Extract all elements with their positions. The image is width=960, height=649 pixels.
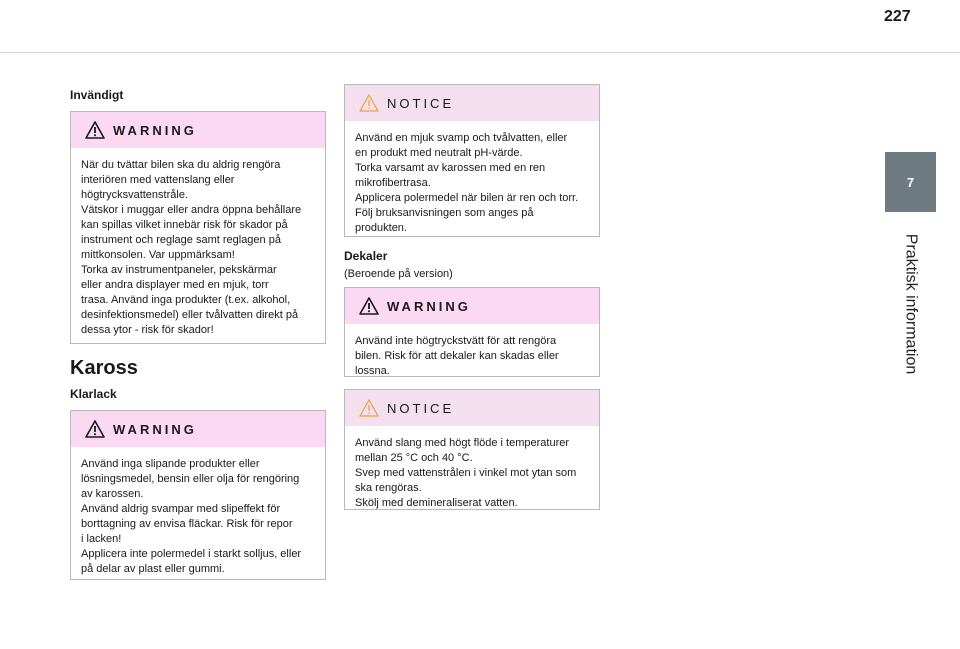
text-line: Använd aldrig svampar med slipeffekt för [81,503,281,515]
text-line: Använd slang med högt flöde i temperaturer [355,437,570,449]
chapter-tab [885,152,936,212]
warning-label: WARNING [113,421,197,437]
page-number: 227 [884,8,911,25]
warning-label: WARNING [387,298,471,314]
warning-header [345,288,599,324]
decals-version-note: (Beroende på version) [344,268,453,280]
text-line: instrument och reglage samt reglagen på [81,234,281,246]
text-line: Applicera inte polermedel i starkt solljus, eller [81,548,302,560]
text-line: När du tvättar bilen ska du aldrig rengöra [81,159,281,171]
clearcoat-heading: Klarlack [70,387,117,401]
text-line: ska rengöras. [355,482,422,494]
text-line: mellan 25 °C och 40 °C. [355,452,473,464]
text-line: Vätskor i muggar eller andra öppna behållare [81,204,302,216]
text-line: trasa. Använd inga produkter (t.ex. alkohol, [81,294,291,306]
text-line: eller andra displayer med en mjuk, torr [81,279,269,291]
text-line: Använd en mjuk svamp och tvålvatten, eller [355,132,568,144]
notice-label: NOTICE [387,95,455,111]
text-line: dessa ytor - risk för skador! [81,324,214,336]
notice-box-rinse [344,389,600,510]
notice-label: NOTICE [387,400,455,416]
text-line: på delar av plast eller gummi. [81,563,225,575]
warning-label: WARNING [113,122,197,138]
warning-triangle-icon [85,121,105,139]
warning-header [71,112,325,148]
text-line: mikrofibertrasa. [355,177,431,189]
text-line: av karossen. [81,488,144,500]
warning-triangle-icon [85,420,105,438]
warning-triangle-icon [359,297,379,315]
warning-text [71,447,325,585]
notice-text [345,426,599,519]
text-line: borttagning av envisa fläckar. Risk för repor [81,518,293,530]
text-line: Skölj med demineraliserat vatten. [355,497,518,509]
text-line: Applicera polermedel när bilen är ren och torr. [355,192,579,204]
text-line: Torka varsamt av karossen med en ren [355,162,546,174]
header-divider [0,52,960,53]
text-line: Använd inga slipande produkter eller [81,458,260,470]
warning-box-decals [344,287,600,377]
text-line: Svep med vattenstrålen i vinkel mot ytan som [355,467,577,479]
warning-header [71,411,325,447]
notice-header [345,390,599,426]
notice-text [345,121,599,244]
notice-box-cleaning [344,84,600,237]
warning-box-clearcoat [70,410,326,580]
text-line: produkten. [355,222,407,234]
text-line: bilen. Risk för att dekaler kan skadas eller [355,350,559,362]
text-line: interiören med vattenslang eller [81,174,235,186]
text-line: Torka av instrumentpaneler, pekskärmar [81,264,277,276]
notice-header [345,85,599,121]
warning-box-interior [70,111,326,344]
text-line: Använd inte högtryckstvätt för att rengöra [355,335,557,347]
notice-triangle-icon [359,399,379,417]
warning-text [345,324,599,387]
text-line: en produkt med neutralt pH-värde. [355,147,523,159]
decals-heading: Dekaler [344,249,388,263]
text-line: högtrycksvattenstråle. [81,189,188,201]
interior-heading: Invändigt [70,88,124,102]
chapter-title-text: Praktisk information [902,233,920,375]
body-heading: Kaross [70,357,138,379]
notice-triangle-icon [359,94,379,112]
text-line: Följ bruksanvisningen som anges på [355,207,534,219]
warning-text [71,148,325,346]
text-line: lösningsmedel, bensin eller olja för rengöring [81,473,300,485]
chapter-number: 7 [906,174,915,190]
text-line: kan spillas vilket innebär risk för skador på [81,219,288,231]
text-line: lossna. [355,365,390,377]
text-line: i lacken! [81,533,122,545]
chapter-title [885,224,936,384]
text-line: desinfektionsmedel) eller tvålvatten direkt på [81,309,299,321]
text-line: mittkonsolen. Var uppmärksam! [81,249,235,261]
